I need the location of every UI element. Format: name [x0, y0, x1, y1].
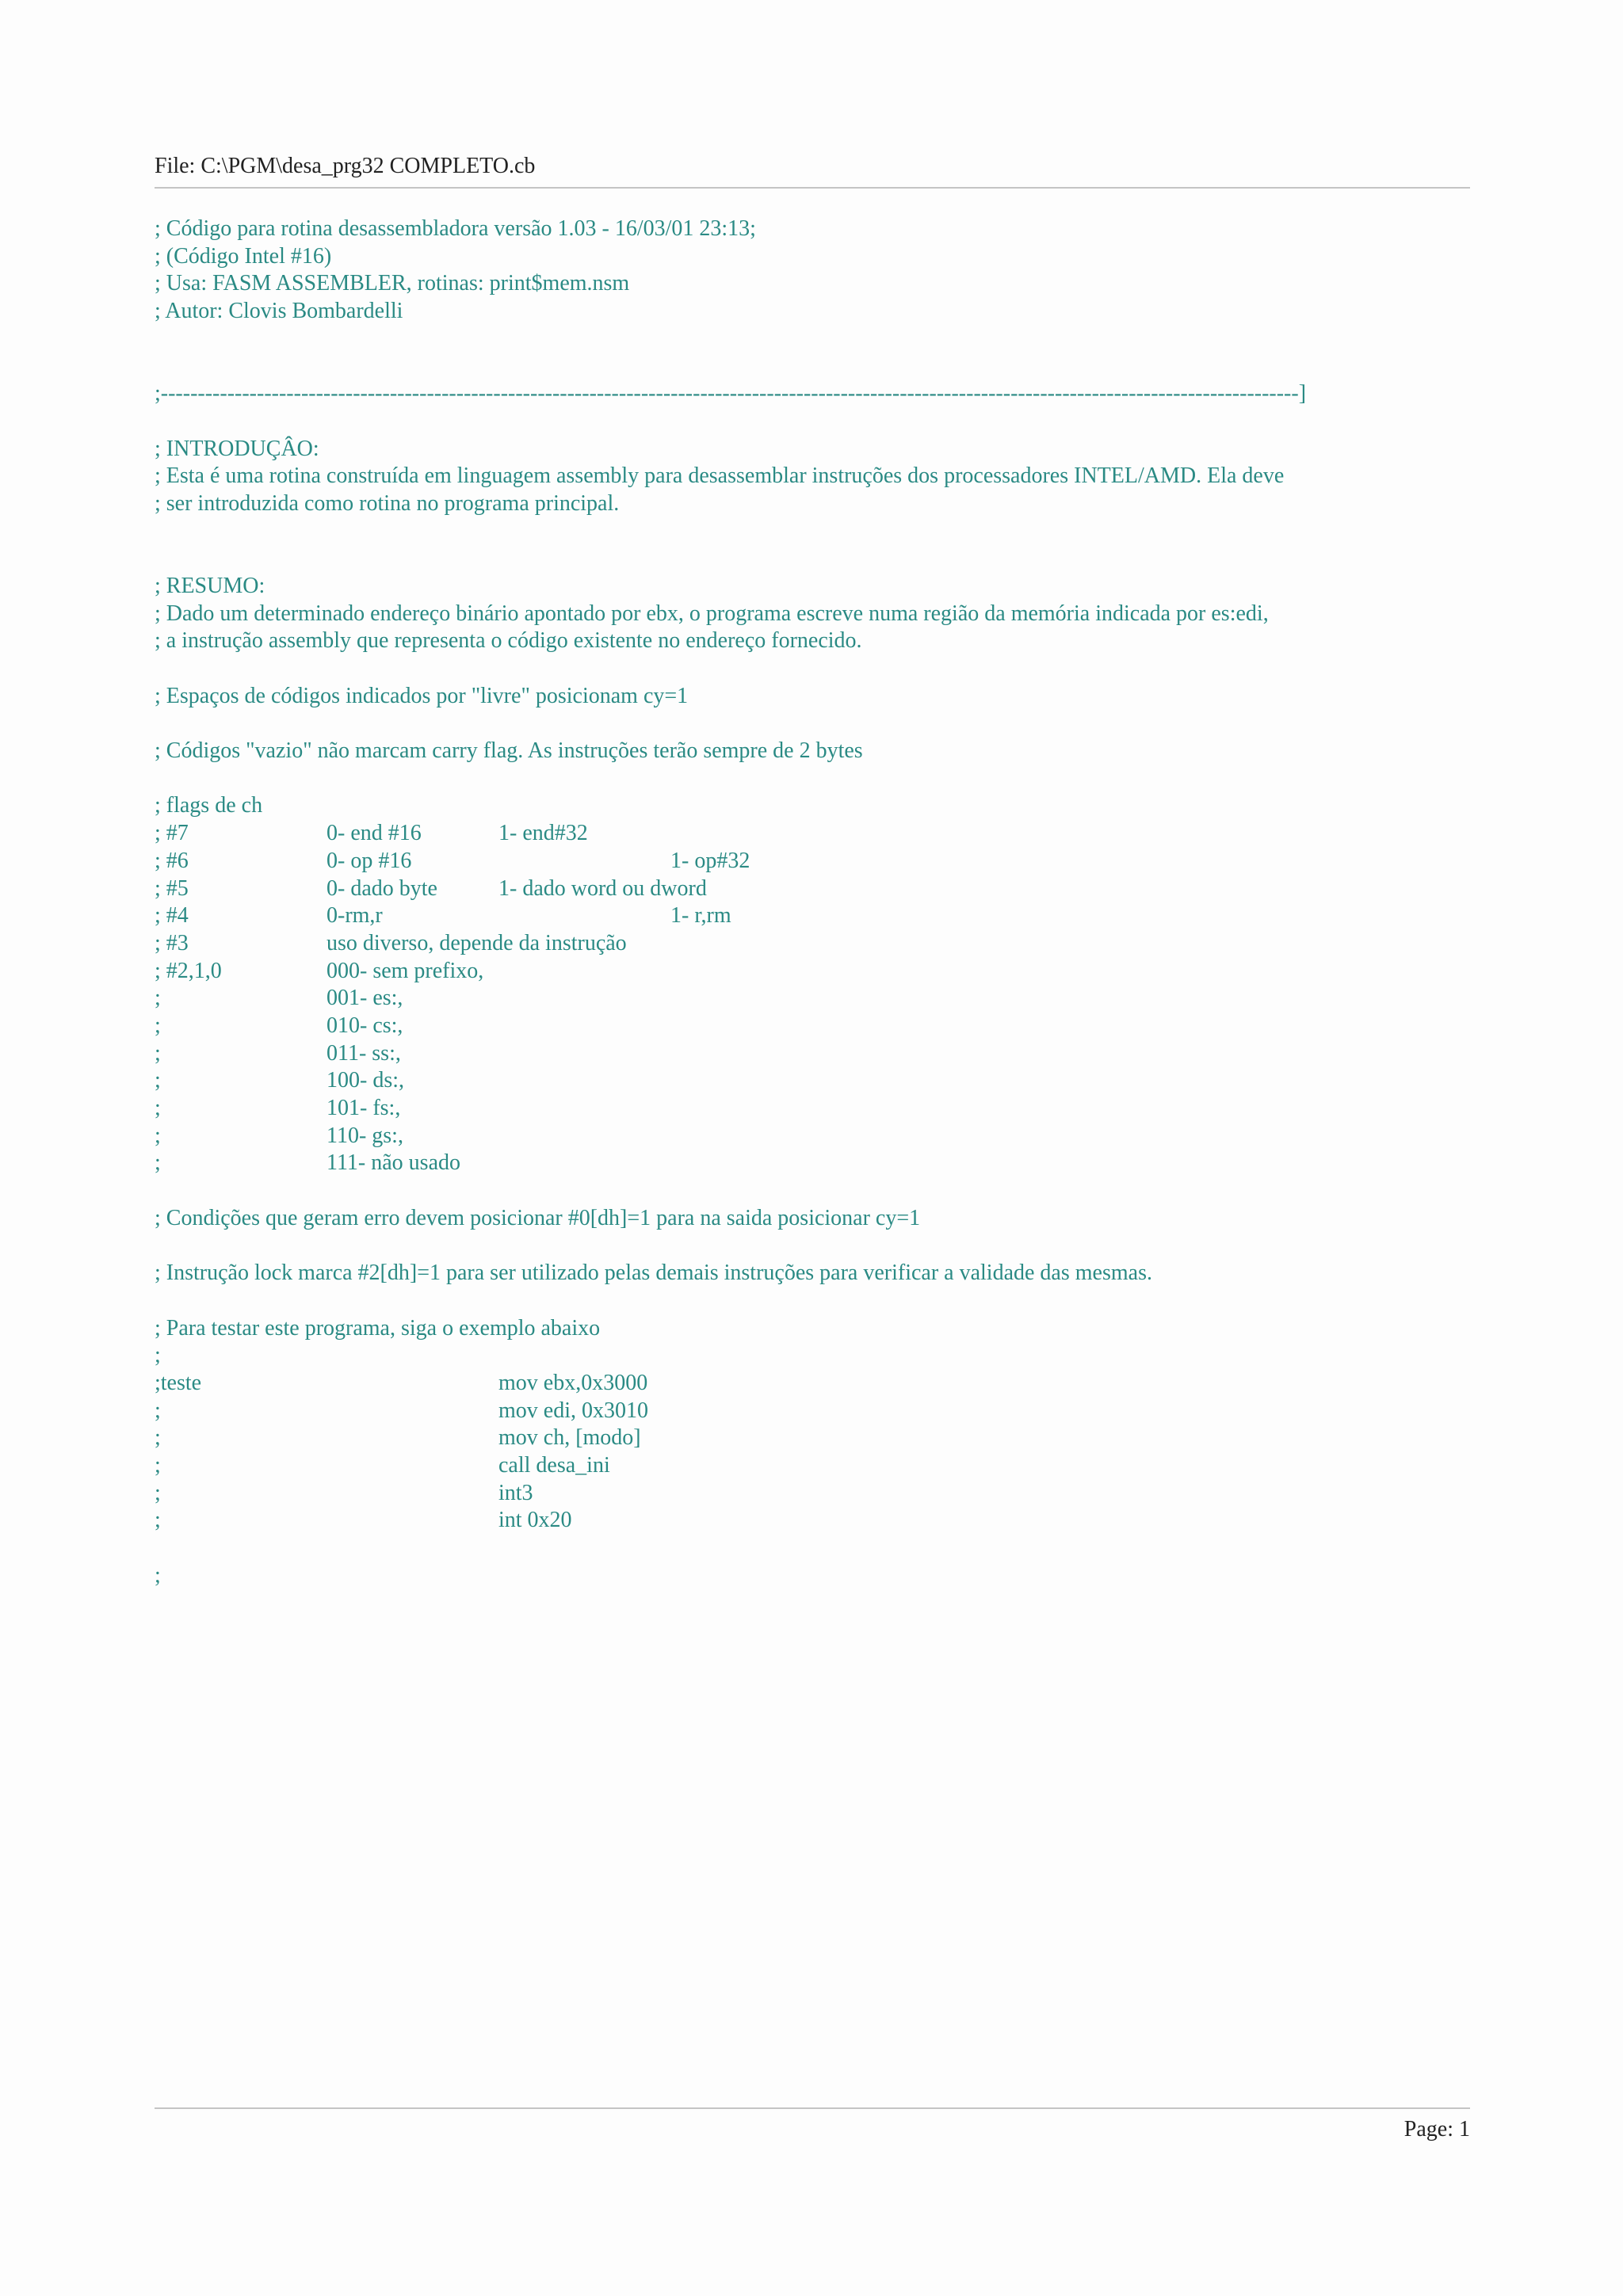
code-line	[155, 627, 1470, 655]
code-line-text: 1- end#32	[498, 821, 588, 846]
code-line	[155, 270, 1470, 298]
code-line-text: 111- não usado	[327, 1150, 460, 1176]
blank-line	[155, 353, 1470, 380]
code-line	[155, 243, 1470, 271]
code-line-text: 0- dado byte	[327, 875, 437, 901]
blank-line	[155, 1232, 1470, 1260]
code-line-text: ; Códigos "vazio" não marcam carry flag. As instruções terão sempre de 2 bytes	[155, 738, 863, 764]
code-line	[155, 902, 1470, 930]
page-number: Page: 1	[1403, 2117, 1470, 2142]
code-line-text: 110- gs:,	[327, 1123, 403, 1148]
code-line-text: ; Dado um determinado endereço binário apontado por ebx, o programa escreve numa região da memória indicada por es:edi,	[155, 601, 1269, 626]
code-line-text: call desa_ini	[498, 1452, 610, 1478]
code-line-text: ;teste	[155, 1370, 202, 1395]
code-line	[155, 573, 1470, 601]
code-line	[155, 380, 1470, 408]
blank-line	[155, 326, 1470, 353]
code-line-text: ;	[155, 1013, 161, 1038]
code-line-text: 0- end #16	[327, 821, 422, 846]
code-line-text: 010- cs:,	[327, 1013, 403, 1038]
header-divider	[155, 187, 1470, 189]
code-line-text: ; #4	[155, 903, 189, 929]
code-line	[155, 1260, 1470, 1287]
code-line-text: ;	[155, 986, 161, 1011]
code-line-text: ; Para testar este programa, siga o exemplo abaixo	[155, 1315, 601, 1341]
code-line	[155, 1507, 1470, 1535]
code-line-text: 011- ss:,	[327, 1040, 401, 1066]
code-line-text: ; Usa: FASM ASSEMBLER, rotinas: print$mem.nsm	[155, 271, 630, 296]
code-line-text: ; Autor: Clovis Bombardelli	[155, 299, 403, 324]
code-line-text: ;	[155, 1040, 161, 1066]
blank-line	[155, 545, 1470, 573]
code-line	[155, 1150, 1470, 1177]
code-line-text: ; Condições que geram erro devem posicionar #0[dh]=1 para na saida posicionar cy=1	[155, 1205, 921, 1230]
blank-line	[155, 1287, 1470, 1315]
file-path-header: File: C:\PGM\desa_prg32 COMPLETO.cb	[155, 154, 536, 178]
code-line	[155, 1480, 1470, 1508]
code-line-text: ;	[155, 1480, 161, 1505]
code-line-text: ;	[155, 1343, 161, 1368]
code-line-text: uso diverso, depende da instrução	[327, 930, 627, 955]
code-line-text: 000- sem prefixo,	[327, 958, 484, 983]
code-line	[155, 601, 1470, 628]
code-line	[155, 683, 1470, 711]
code-line-text: ; #3	[155, 930, 189, 955]
code-line	[155, 1370, 1470, 1398]
code-line-text: 101- fs:,	[327, 1096, 401, 1120]
code-line	[155, 738, 1470, 765]
code-line	[155, 1425, 1470, 1452]
code-line-text: ; #5	[155, 875, 189, 901]
code-line-text: 1- dado word ou dword	[498, 875, 707, 901]
code-line-text: ;	[155, 1508, 161, 1533]
code-line-text: ; RESUMO:	[155, 573, 265, 598]
code-line-text: ; #6	[155, 848, 189, 873]
code-line	[155, 1067, 1470, 1095]
blank-line	[155, 408, 1470, 436]
code-line	[155, 1013, 1470, 1040]
code-line-text: int 0x20	[498, 1508, 572, 1533]
code-line-text: 100- ds:,	[327, 1068, 404, 1093]
code-line-text: ;	[155, 1452, 161, 1478]
code-line	[155, 463, 1470, 490]
code-line	[155, 490, 1470, 518]
code-line-text: 0- op #16	[327, 848, 412, 873]
code-line	[155, 1040, 1470, 1068]
code-line-text: ; Espaços de códigos indicados por "livre" posicionam cy=1	[155, 683, 689, 708]
code-line-text: 0-rm,r	[327, 903, 383, 929]
code-line	[155, 1342, 1470, 1370]
code-line-text: mov ebx,0x3000	[498, 1370, 648, 1395]
code-line-text: 1- r,rm	[670, 903, 731, 929]
code-line	[155, 215, 1470, 243]
code-line-text: mov edi, 0x3010	[498, 1398, 648, 1423]
code-line	[155, 930, 1470, 958]
code-line-text: ; #2,1,0	[155, 958, 222, 983]
code-line	[155, 820, 1470, 848]
blank-line	[155, 655, 1470, 683]
code-line	[155, 1452, 1470, 1480]
blank-line	[155, 710, 1470, 738]
code-line-text: ; flags de ch	[155, 793, 263, 818]
code-line	[155, 875, 1470, 903]
code-line-text: ; INTRODUÇÂO:	[155, 436, 319, 461]
code-line-text: 1- op#32	[670, 848, 750, 873]
code-line-text: ;	[155, 1096, 161, 1120]
code-line	[155, 436, 1470, 463]
code-line-text: ; Instrução lock marca #2[dh]=1 para ser utilizado pelas demais instruções para verificar a validade das mesmas.	[155, 1261, 1152, 1286]
code-line	[155, 1398, 1470, 1425]
blank-line	[155, 1535, 1470, 1562]
code-line-text: ;----------------------------------------------------------------------------------------------------------------------------------------------------------]	[155, 381, 1307, 406]
code-line-text: ; a instrução assembly que representa o código existente no endereço fornecido.	[155, 628, 862, 654]
code-line	[155, 1562, 1470, 1590]
code-line-text: ; (Código Intel #16)	[155, 243, 332, 269]
code-line-text: ;	[155, 1425, 161, 1451]
code-line-text: ; Esta é uma rotina construída em linguagem assembly para desassemblar instruções dos processadores INTEL/AMD. Ela deve	[155, 463, 1285, 489]
blank-line	[155, 518, 1470, 546]
code-line-text: ; Código para rotina desassembladora versão 1.03 - 16/03/01 23:13;	[155, 216, 756, 241]
code-line-text: ; #7	[155, 821, 189, 846]
code-line-text: ;	[155, 1398, 161, 1423]
code-line	[155, 792, 1470, 820]
code-line	[155, 848, 1470, 875]
code-line-text: ;	[155, 1068, 161, 1093]
code-line	[155, 1123, 1470, 1150]
code-line-text: int3	[498, 1480, 533, 1505]
code-line	[155, 1095, 1470, 1123]
code-line	[155, 985, 1470, 1013]
code-line-text: ;	[155, 1150, 161, 1176]
code-line	[155, 1205, 1470, 1233]
code-listing	[155, 215, 1470, 1589]
code-line	[155, 298, 1470, 326]
code-line-text: ;	[155, 1123, 161, 1148]
code-line-text: ; ser introduzida como rotina no programa principal.	[155, 490, 620, 516]
code-line-text: mov ch, [modo]	[498, 1425, 641, 1451]
blank-line	[155, 1177, 1470, 1205]
code-line-text: 001- es:,	[327, 986, 403, 1011]
code-line	[155, 1315, 1470, 1343]
code-line	[155, 958, 1470, 986]
code-line-text: ;	[155, 1562, 161, 1588]
blank-line	[155, 765, 1470, 793]
footer-divider	[155, 2107, 1470, 2109]
